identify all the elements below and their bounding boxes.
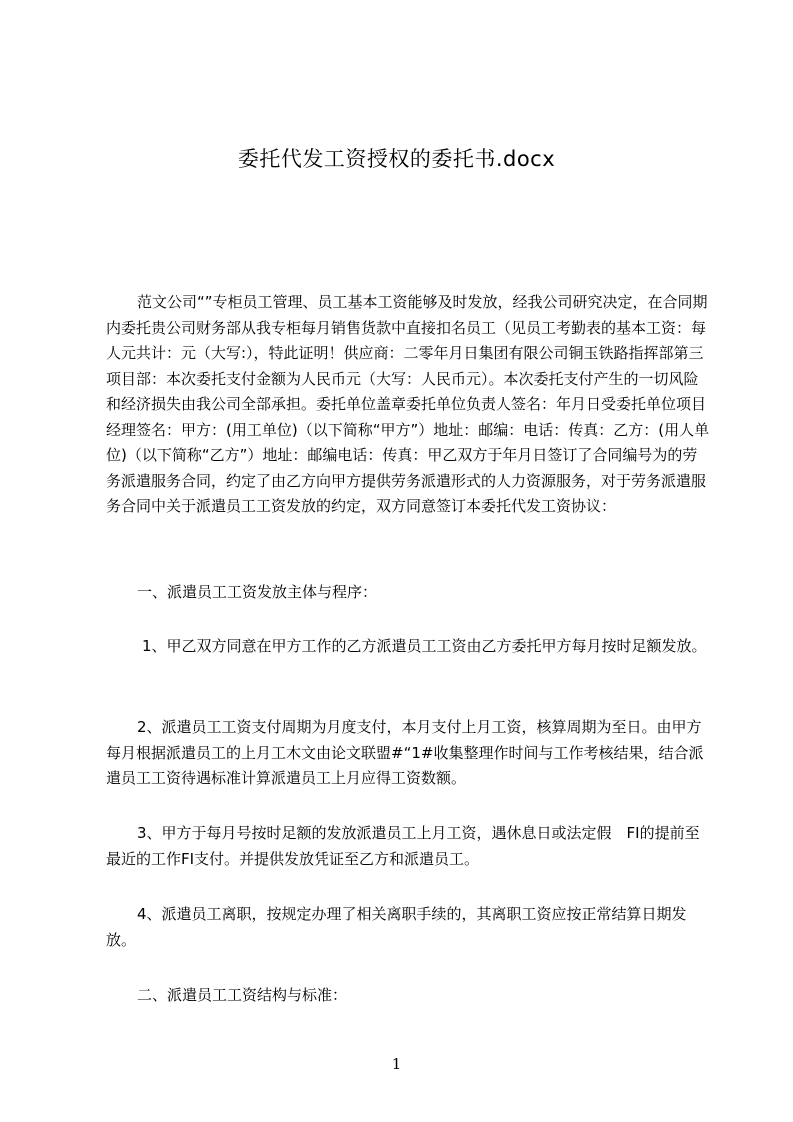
item-1-paragraph: 1、甲乙双方同意在甲方工作的乙方派遣员工工资由乙方委托甲方每月按时足额发放。 xyxy=(142,637,707,655)
item-2-paragraph: 2、派遣员工工资支付周期为月度支付，本月支付上月工资，核算周期为至日。由甲方每月根据派遣员工的上月工木文由论文联盟#“1#收集整理作时间与工作考核结果，结合派遣员工工资待遇标准计算派遣员工上月应得工资数额。 xyxy=(106,718,704,787)
item-4-paragraph: 4、派遣员工离职，按规定办理了相关离职手续的，其离职工资应按正常结算日期发放。 xyxy=(106,905,687,949)
section-2-heading: 二、派遣员工工资结构与标准： xyxy=(137,986,348,1004)
page-number: 1 xyxy=(391,1055,402,1073)
intro-paragraph: 范文公司“”专柜员工管理、员工基本工资能够及时发放，经我公司研究决定，在合同期内委托贵公司财务部从我专柜每月销售货款中直接扣名员工（见员工考勤表的基本工资：每人元共计：元（大写:），特此证明！供应商：二零年月日集团有限公司铜玉铁路指挥部第三项目部：本次委托支付金额为人民币元（大写：人民币元）。本次委托支付产生的一切风险和经济损失由我公司全部承担。委托单位盖章委托单位负责人签名：年月日受委托单位项目经理签名：甲方：(用工单位)（以下简称“甲方”）地址：邮编：电话：传真：乙方：(用人单位)（以下简称“乙方”）地址：邮编电话：传真：甲乙双方于年月日签订了合同编号为的劳务派遣服务合同，约定了由乙方向甲方提供劳务派遣形式的人力资源服务，对于劳务派遣服务合同中关于派遣员工工资发放的约定，双方同意签订本委托代发工资协议： xyxy=(106,293,710,515)
item-3-paragraph: 3、甲方于每月号按时足额的发放派遣员工上月工资，遇休息日或法定假 FI的提前至最近的工作FI支付。并提供发放凭证至乙方和派遣员工。 xyxy=(106,824,700,868)
document-title: 委托代发工资授权的委托书.docx xyxy=(237,147,556,171)
section-1-heading: 一、派遣员工工资发放主体与程序： xyxy=(137,583,378,601)
